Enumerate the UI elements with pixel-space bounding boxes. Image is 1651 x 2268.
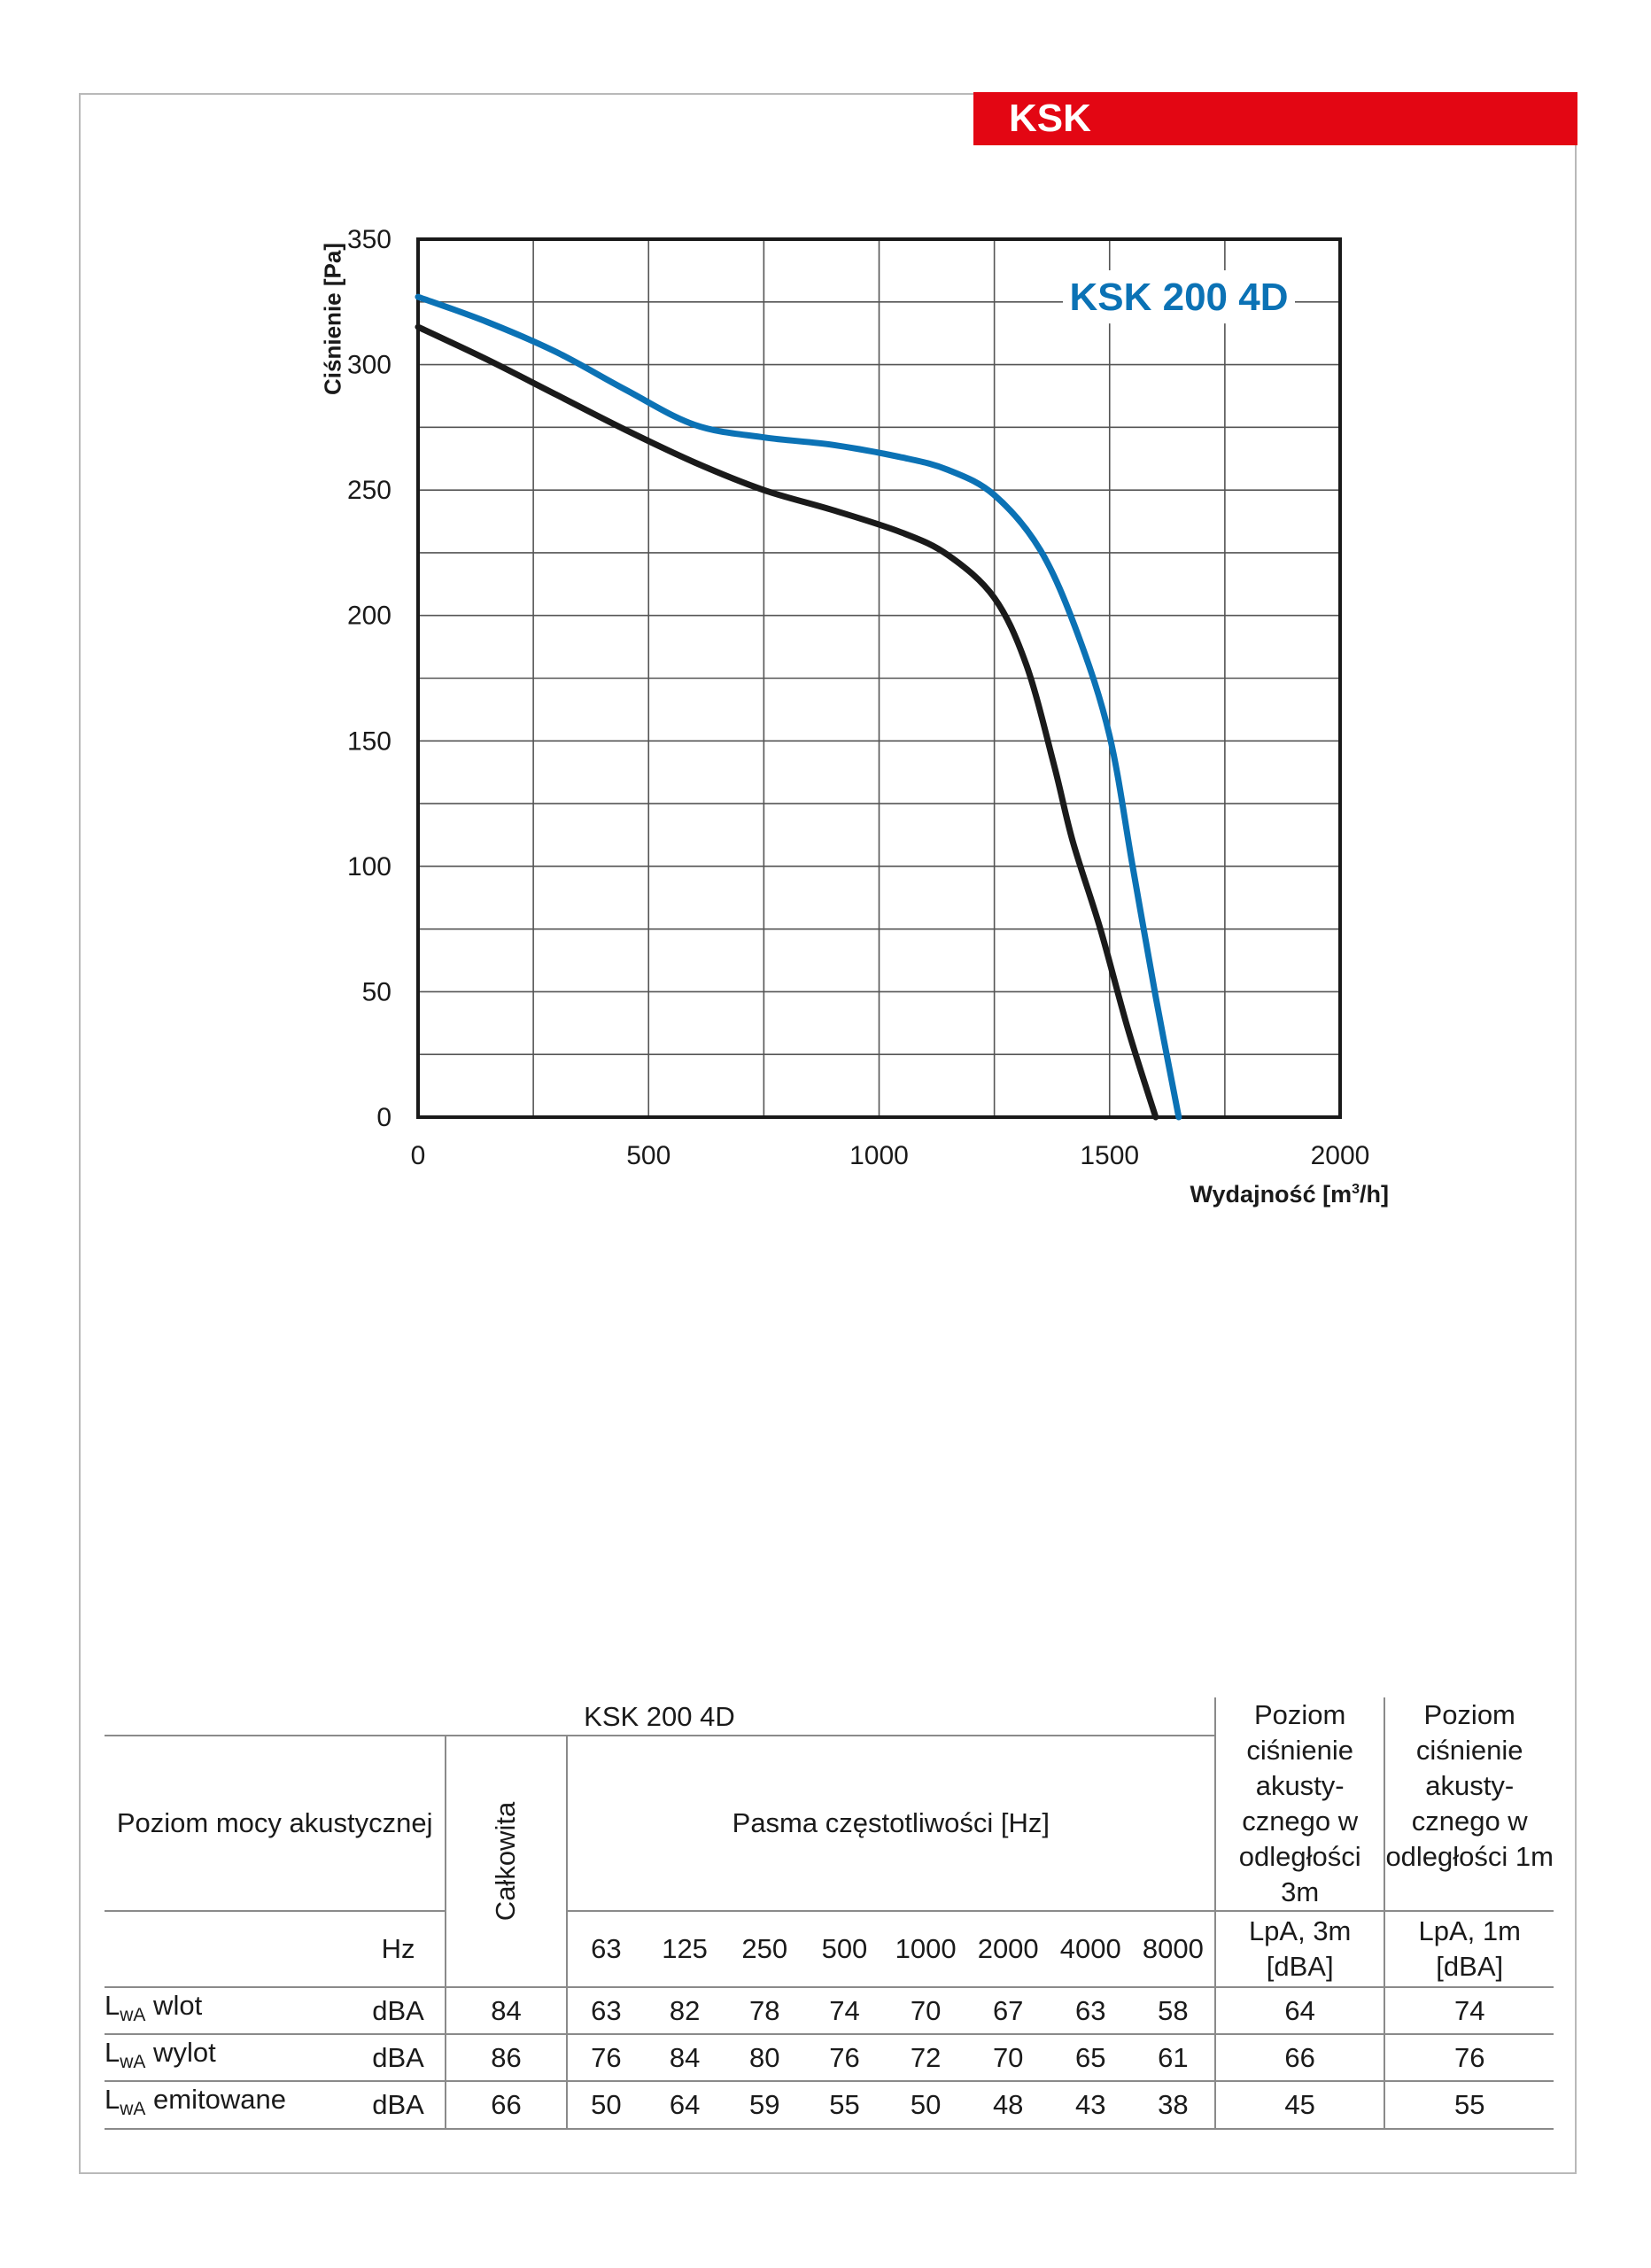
row-label: $L_{wA}$ wlot bbox=[105, 1987, 352, 2034]
row-lp1: 55 bbox=[1384, 2081, 1554, 2128]
band-header: 8000 bbox=[1132, 1911, 1215, 1987]
lp3-header: Poziom ciśnienie akusty-cznego w odległości 3m bbox=[1215, 1697, 1385, 1911]
y-tick-label: 200 bbox=[346, 601, 391, 631]
band-header: 4000 bbox=[1050, 1911, 1132, 1987]
row-band-value: 48 bbox=[967, 2081, 1050, 2128]
hz-label: Hz bbox=[352, 1911, 446, 1987]
row-band-value: 50 bbox=[567, 2081, 645, 2128]
band-header: 500 bbox=[804, 1911, 884, 1987]
band-header: 63 bbox=[567, 1911, 645, 1987]
row-band-value: 63 bbox=[567, 1987, 645, 2034]
y-tick-label: 50 bbox=[361, 977, 391, 1007]
series-line-blue bbox=[418, 297, 1179, 1117]
row-band-value: 70 bbox=[967, 2034, 1050, 2081]
y-tick-label: 250 bbox=[346, 476, 391, 506]
table-row bbox=[105, 1987, 1554, 2034]
band-header: 1000 bbox=[885, 1911, 967, 1987]
row-lp1: 74 bbox=[1384, 1987, 1554, 2034]
row-band-value: 59 bbox=[725, 2081, 804, 2128]
row-band-value: 70 bbox=[885, 1987, 967, 2034]
total-header: Całkowita bbox=[446, 1736, 566, 1987]
row-band-value: 72 bbox=[885, 2034, 967, 2081]
y-tick-label: 350 bbox=[346, 225, 391, 254]
series-line-black bbox=[418, 327, 1156, 1117]
row-band-value: 63 bbox=[1050, 1987, 1132, 2034]
row-lp3: 64 bbox=[1215, 1987, 1385, 2034]
x-tick-label: 2000 bbox=[1310, 1141, 1370, 1170]
row-total: 84 bbox=[446, 1987, 566, 2034]
row-band-value: 78 bbox=[725, 1987, 804, 2034]
row-band-value: 82 bbox=[645, 1987, 725, 2034]
acoustic-table bbox=[105, 1697, 1554, 2130]
lp1-header: Poziom ciśnienie akusty-cznego w odległości 1m bbox=[1384, 1697, 1554, 1911]
bands-header: Pasma częstotliwości [Hz] bbox=[567, 1736, 1215, 1911]
table-row bbox=[105, 2034, 1554, 2081]
table-model-title: KSK 200 4D bbox=[105, 1697, 1215, 1736]
row-total: 66 bbox=[446, 2081, 566, 2128]
x-tick-label: 500 bbox=[626, 1141, 671, 1170]
y-tick-label: 0 bbox=[376, 1103, 391, 1132]
row-unit: dBA bbox=[352, 1987, 446, 2034]
y-tick-label: 300 bbox=[346, 350, 391, 380]
row-band-value: 65 bbox=[1050, 2034, 1132, 2081]
row-band-value: 67 bbox=[967, 1987, 1050, 2034]
lp1-unit: LpA, 1m [dBA] bbox=[1384, 1911, 1554, 1987]
x-tick-label: 0 bbox=[410, 1141, 426, 1170]
power-header: Poziom mocy akustycznej bbox=[105, 1736, 446, 1911]
row-label: $L_{wA}$ emitowane bbox=[105, 2081, 352, 2128]
row-label: $L_{wA}$ wylot bbox=[105, 2034, 352, 2081]
row-lp3: 45 bbox=[1215, 2081, 1385, 2128]
row-band-value: 43 bbox=[1050, 2081, 1132, 2128]
row-band-value: 84 bbox=[645, 2034, 725, 2081]
row-band-value: 61 bbox=[1132, 2034, 1215, 2081]
band-header: 125 bbox=[645, 1911, 725, 1987]
row-unit: dBA bbox=[352, 2034, 446, 2081]
row-lp1: 76 bbox=[1384, 2034, 1554, 2081]
row-total: 86 bbox=[446, 2034, 566, 2081]
header-title: KSK bbox=[1009, 97, 1091, 140]
band-row bbox=[105, 1911, 1554, 1987]
band-header: 250 bbox=[725, 1911, 804, 1987]
row-band-value: 74 bbox=[804, 1987, 884, 2034]
row-band-value: 55 bbox=[804, 2081, 884, 2128]
row-unit: dBA bbox=[352, 2081, 446, 2128]
x-tick-label: 1000 bbox=[849, 1141, 909, 1170]
y-tick-label: 100 bbox=[346, 851, 391, 882]
x-axis-label: Wydajność $[m^3/h]$ bbox=[1190, 1181, 1389, 1208]
row-band-value: 76 bbox=[804, 2034, 884, 2081]
row-band-value: 38 bbox=[1132, 2081, 1215, 2128]
empty-cell bbox=[105, 1911, 352, 1987]
row-lp3: 66 bbox=[1215, 2034, 1385, 2081]
row-band-value: 64 bbox=[645, 2081, 725, 2128]
series-annotation: KSK 200 4D bbox=[1069, 276, 1289, 320]
y-axis-label: Ciśnienie [Pa] bbox=[319, 243, 346, 395]
y-tick-label: 150 bbox=[346, 726, 391, 757]
lp3-unit: LpA, 3m [dBA] bbox=[1215, 1911, 1385, 1987]
band-header: 2000 bbox=[967, 1911, 1050, 1987]
row-band-value: 76 bbox=[567, 2034, 645, 2081]
row-band-value: 58 bbox=[1132, 1987, 1215, 2034]
table-row bbox=[105, 2081, 1554, 2128]
row-band-value: 80 bbox=[725, 2034, 804, 2081]
x-tick-label: 1500 bbox=[1080, 1141, 1140, 1170]
row-band-value: 50 bbox=[885, 2081, 967, 2128]
